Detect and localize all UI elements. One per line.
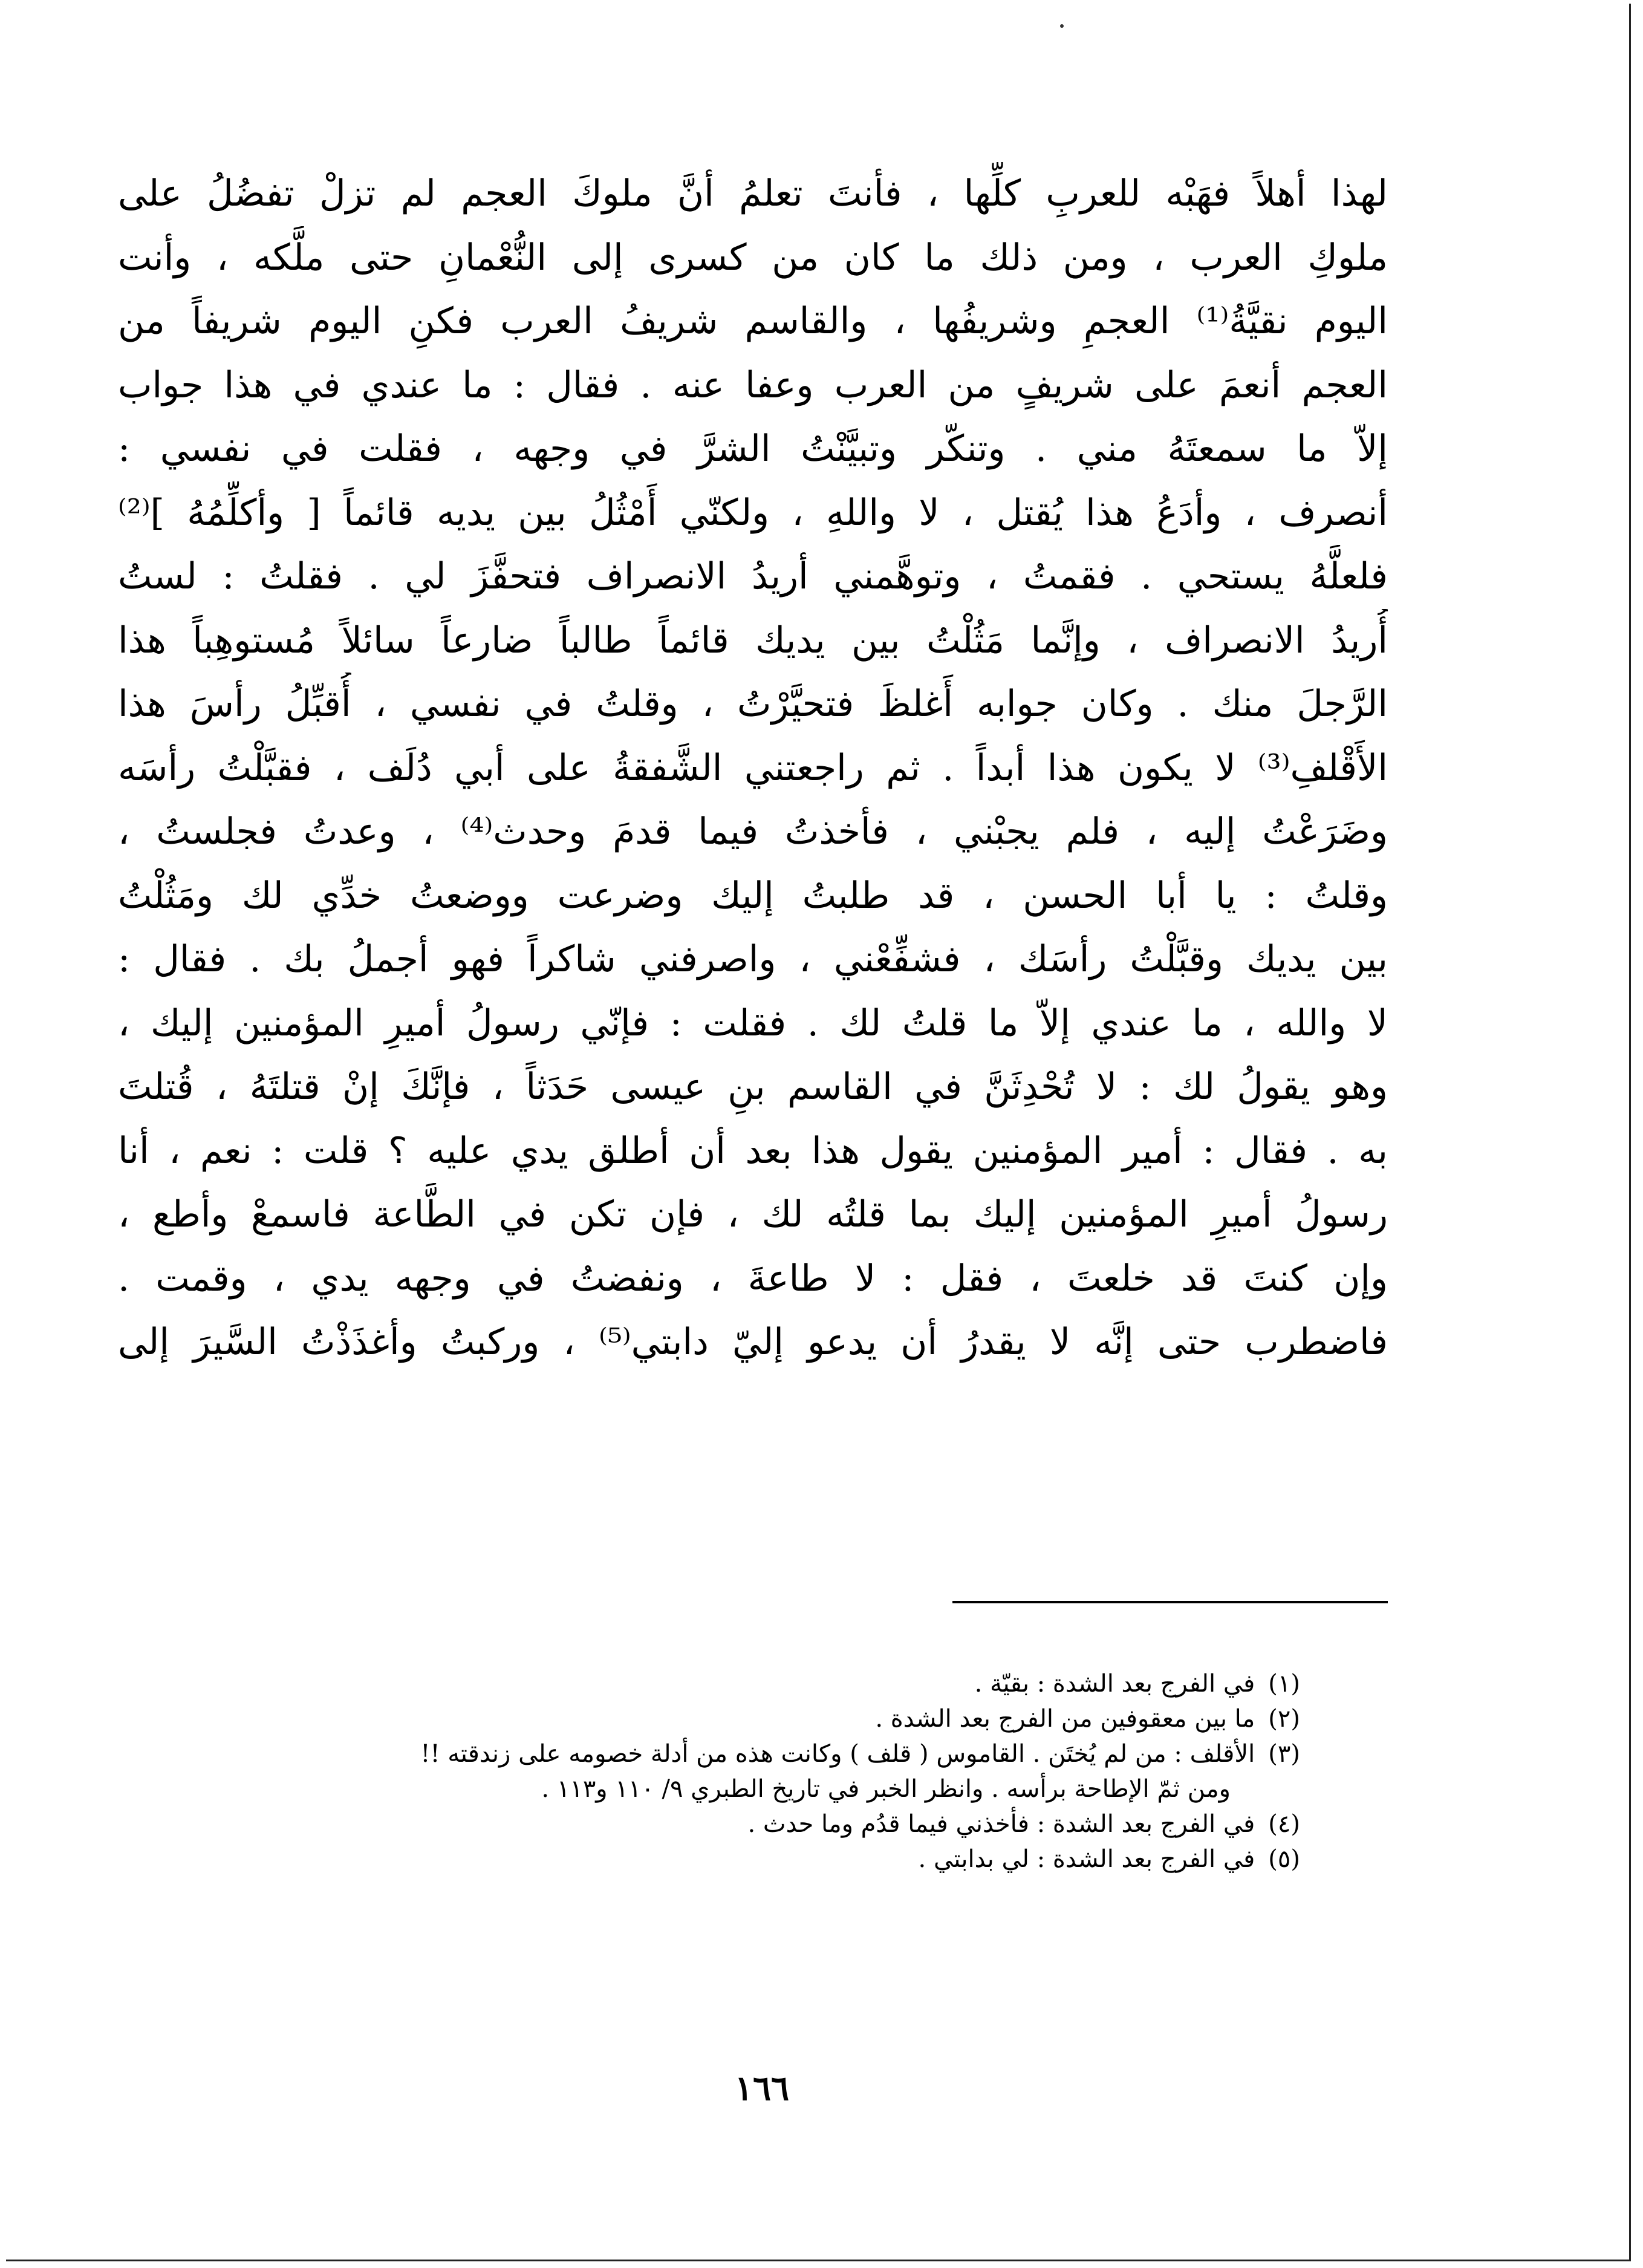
footnote-continuation <box>151 1771 1300 1807</box>
text-line: ملوكِ العرب ، ومن ذلك ما كان من كسرى إلى النُّعْمانِ حتى ملَّكه ، وأنت <box>118 236 1388 279</box>
text-line: العجم أنعمَ على شريفٍ من العرب وعفا عنه . فقال : ما عندي في هذا جواب <box>118 363 1388 406</box>
main-text-block <box>118 162 1388 1375</box>
footnote-text: ما بين معقوفين من الفرج بعد الشدة . <box>875 1705 1255 1733</box>
text-line: وقلتُ : يا أبا الحسن ، قد طلبتُ إليك وضرعت ووضعتُ خدِّي لك ومَثُلْتُ <box>118 874 1388 917</box>
text-line: وإن كنتَ قد خلعتَ ، فقل : لا طاعةَ ، ونفضتُ في وجهه يدي ، وقمت . <box>118 1257 1388 1300</box>
text-line: الرَّجلَ منك . وكان جوابه أَغلظَ فتحيَّرْتُ ، وقلتُ في نفسي ، أُقبِّلُ رأسَ هذا <box>118 683 1388 725</box>
footnote-text: في الفرج بعد الشدة : فأخذني فيما قدُم وما حدث . <box>747 1810 1255 1838</box>
footnote-number: (٢) <box>1268 1705 1300 1733</box>
footnote-separator <box>952 1601 1388 1603</box>
footnote-number: (٥) <box>1268 1845 1300 1873</box>
text-line: إلاّ ما سمعتَهُ مني . وتنكّر وتبيَّنْتُ الشرَّ في وجهه ، فقلت في نفسي : <box>118 428 1388 470</box>
footnote <box>151 1736 1300 1771</box>
page-number: ١٦٦ <box>734 2068 790 2108</box>
footnote-text: ومن ثمّ الإطاحة برأسه . وانظر الخبر في تاريخ الطبري ٩/ ١١٠ و١١٣ . <box>541 1775 1231 1803</box>
footnote <box>151 1701 1300 1736</box>
text-line: أنصرف ، وأدَعُ هذا يُقتل ، لا واللهِ ، ولكنّي أَمْثُلُ بين يديه قائماً [ وأكلِّمُهُ ]⁽²⁾ <box>118 491 1388 534</box>
footnote <box>151 1807 1300 1842</box>
footnote <box>151 1842 1300 1877</box>
footnote-text: في الفرج بعد الشدة : لي بدابتي . <box>918 1845 1255 1873</box>
scan-speck <box>1060 24 1064 28</box>
text-line: فاضطرب حتى إنَّه لا يقدرُ أن يدعو إليّ دابتي⁽⁵⁾ ، وركبتُ وأغذَذْتُ السَّيرَ إلى <box>118 1321 1388 1363</box>
footnote-text: في الفرج بعد الشدة : بقيّة . <box>974 1670 1255 1698</box>
footnote-number: (١) <box>1268 1670 1300 1698</box>
text-line: وهو يقولُ لك : لا تُحْدِثَنَّ في القاسم بنِ عيسى حَدَثاً ، فإنَّكَ إنْ قتلتَهُ ، قُتلتَ <box>118 1066 1388 1108</box>
text-line: رسولُ أميرِ المؤمنين إليك بما قلتُه لك ، فإن تكن في الطَّاعة فاسمعْ وأطع ، <box>118 1193 1388 1236</box>
footnote-number: (٤) <box>1268 1810 1300 1838</box>
text-line: وضَرَعْتُ إليه ، فلم يجبْني ، فأخذتُ فيما قدمَ وحدث⁽⁴⁾ ، وعدتُ فجلستُ ، <box>118 810 1388 853</box>
text-line: لهذا أهلاً فهَبْه للعربِ كلِّها ، فأنتَ تعلمُ أنَّ ملوكَ العجم لم تزلْ تفضُلُ على <box>118 172 1388 215</box>
footnotes <box>151 1666 1300 1877</box>
text-line: به . فقال : أمير المؤمنين يقول هذا بعد أن أطلق يدي عليه ؟ قلت : نعم ، أنا <box>118 1129 1388 1172</box>
text-line: الأَقْلفِ⁽³⁾ لا يكون هذا أبداً . ثم راجعتني الشَّفقةُ على أبي دُلَف ، فقبَّلْتُ رأسَه <box>118 746 1388 789</box>
text-line: اليوم نقيَّةُ⁽¹⁾ العجمِ وشريفُها ، والقاسم شريفُ العرب فكنِ اليوم شريفاً من <box>118 300 1388 342</box>
text-line: لا والله ، ما عندي إلاّ ما قلتُ لك . فقلت : فإنّي رسولُ أميرِ المؤمنين إليك ، <box>118 1002 1388 1044</box>
text-line: فلعلَّهُ يستحي . فقمتُ ، وتوهَّمني أريدُ الانصراف فتحفَّزَ لي . فقلتُ : لستُ <box>118 555 1388 598</box>
footnote-number: (٣) <box>1268 1740 1300 1768</box>
text-line: أُريدُ الانصراف ، وإنَّما مَثُلْتُ بين يديك قائماً طالباً ضارعاً سائلاً مُستوهِباً هذا <box>118 619 1388 662</box>
text-line: بين يديك وقبَّلْتُ رأسَك ، فشفِّعْني ، واصرفني شاكراً فهو أجملُ بك . فقال : <box>118 938 1388 980</box>
footnote-text: الأقلف : من لم يُختَن . القاموس ( قلف ) وكانت هذه من أدلة خصومه على زندقته !! <box>420 1740 1255 1768</box>
footnote <box>151 1666 1300 1701</box>
